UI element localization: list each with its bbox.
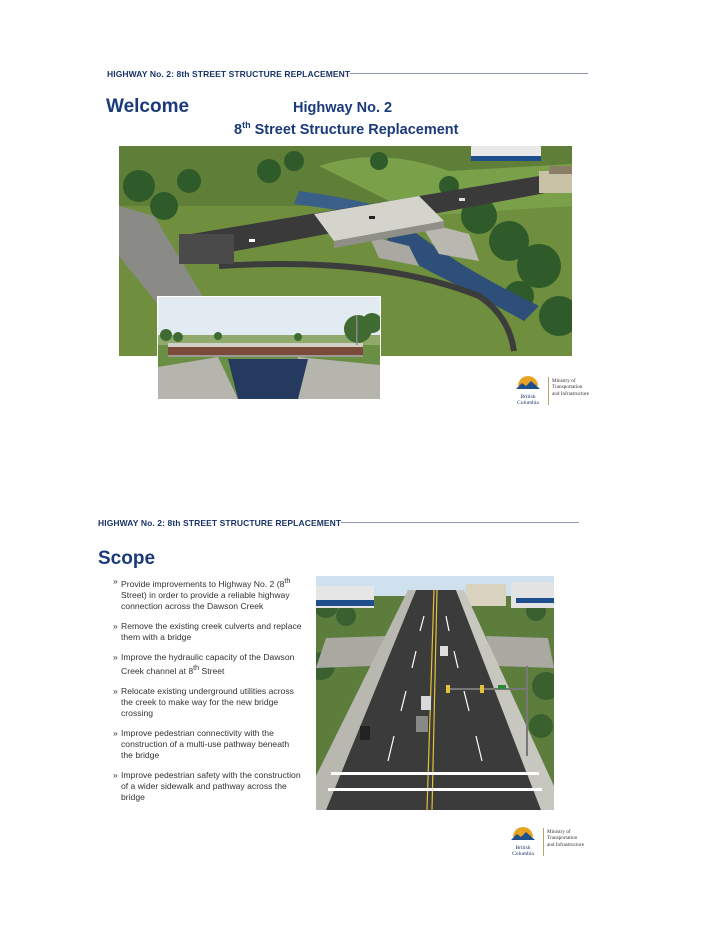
bc-wordmark: British Columbia [510, 375, 546, 406]
slide-header: HIGHWAY No. 2: 8th STREET STRUCTURE REPLACEMENT [98, 518, 342, 528]
slide-header: HIGHWAY No. 2: 8th STREET STRUCTURE REPLACEMENT [107, 69, 351, 79]
welcome-heading: Welcome [106, 96, 190, 117]
scope-item: » Provide improvements to Highway No. 2 (8th Street) in order to provide a reliable highway connection across the Dawson Creek [113, 576, 291, 611]
scope-item: » Improve the hydraulic capacity of the Dawson Creek channel at 8th Street [113, 651, 295, 676]
subtitle-line-1: Highway No. 2 [293, 100, 393, 116]
bc-sun-mountains-icon [511, 826, 535, 840]
logo-divider [548, 377, 549, 405]
scope-slide [0, 466, 720, 932]
subtitle-line-2: 8th Street Structure Replacement [234, 120, 459, 138]
ministry-name: Ministry of Transportation and Infrastructure [547, 829, 585, 848]
ministry-logo [510, 375, 600, 409]
scope-list [113, 576, 303, 812]
bc-wordmark: British Columbia [505, 826, 541, 857]
bridge-elevation-rendering [157, 296, 381, 400]
header-rule [341, 522, 579, 523]
scope-item: » Improve pedestrian safety with the construction of a wider sidewalk and pathway across the bridge [113, 769, 301, 802]
scope-item: » Remove the existing creek culverts and replace them with a bridge [113, 620, 302, 642]
scope-item: » Improve pedestrian connectivity with the construction of a multi-use pathway beneath the bridge [113, 727, 290, 760]
logo-divider [543, 828, 544, 856]
ministry-logo [505, 826, 595, 860]
ministry-name: Ministry of Transportation and Infrastructure [552, 378, 590, 397]
scope-item: » Relocate existing underground utilities across the creek to make way for the new bridge crossing [113, 685, 294, 718]
bc-sun-mountains-icon [516, 375, 540, 389]
road-bridge-rendering [316, 576, 554, 810]
elevation-rendering-graphic [158, 297, 380, 399]
header-rule [350, 73, 588, 74]
scope-heading: Scope [98, 548, 156, 569]
road-rendering-graphic [316, 576, 554, 810]
